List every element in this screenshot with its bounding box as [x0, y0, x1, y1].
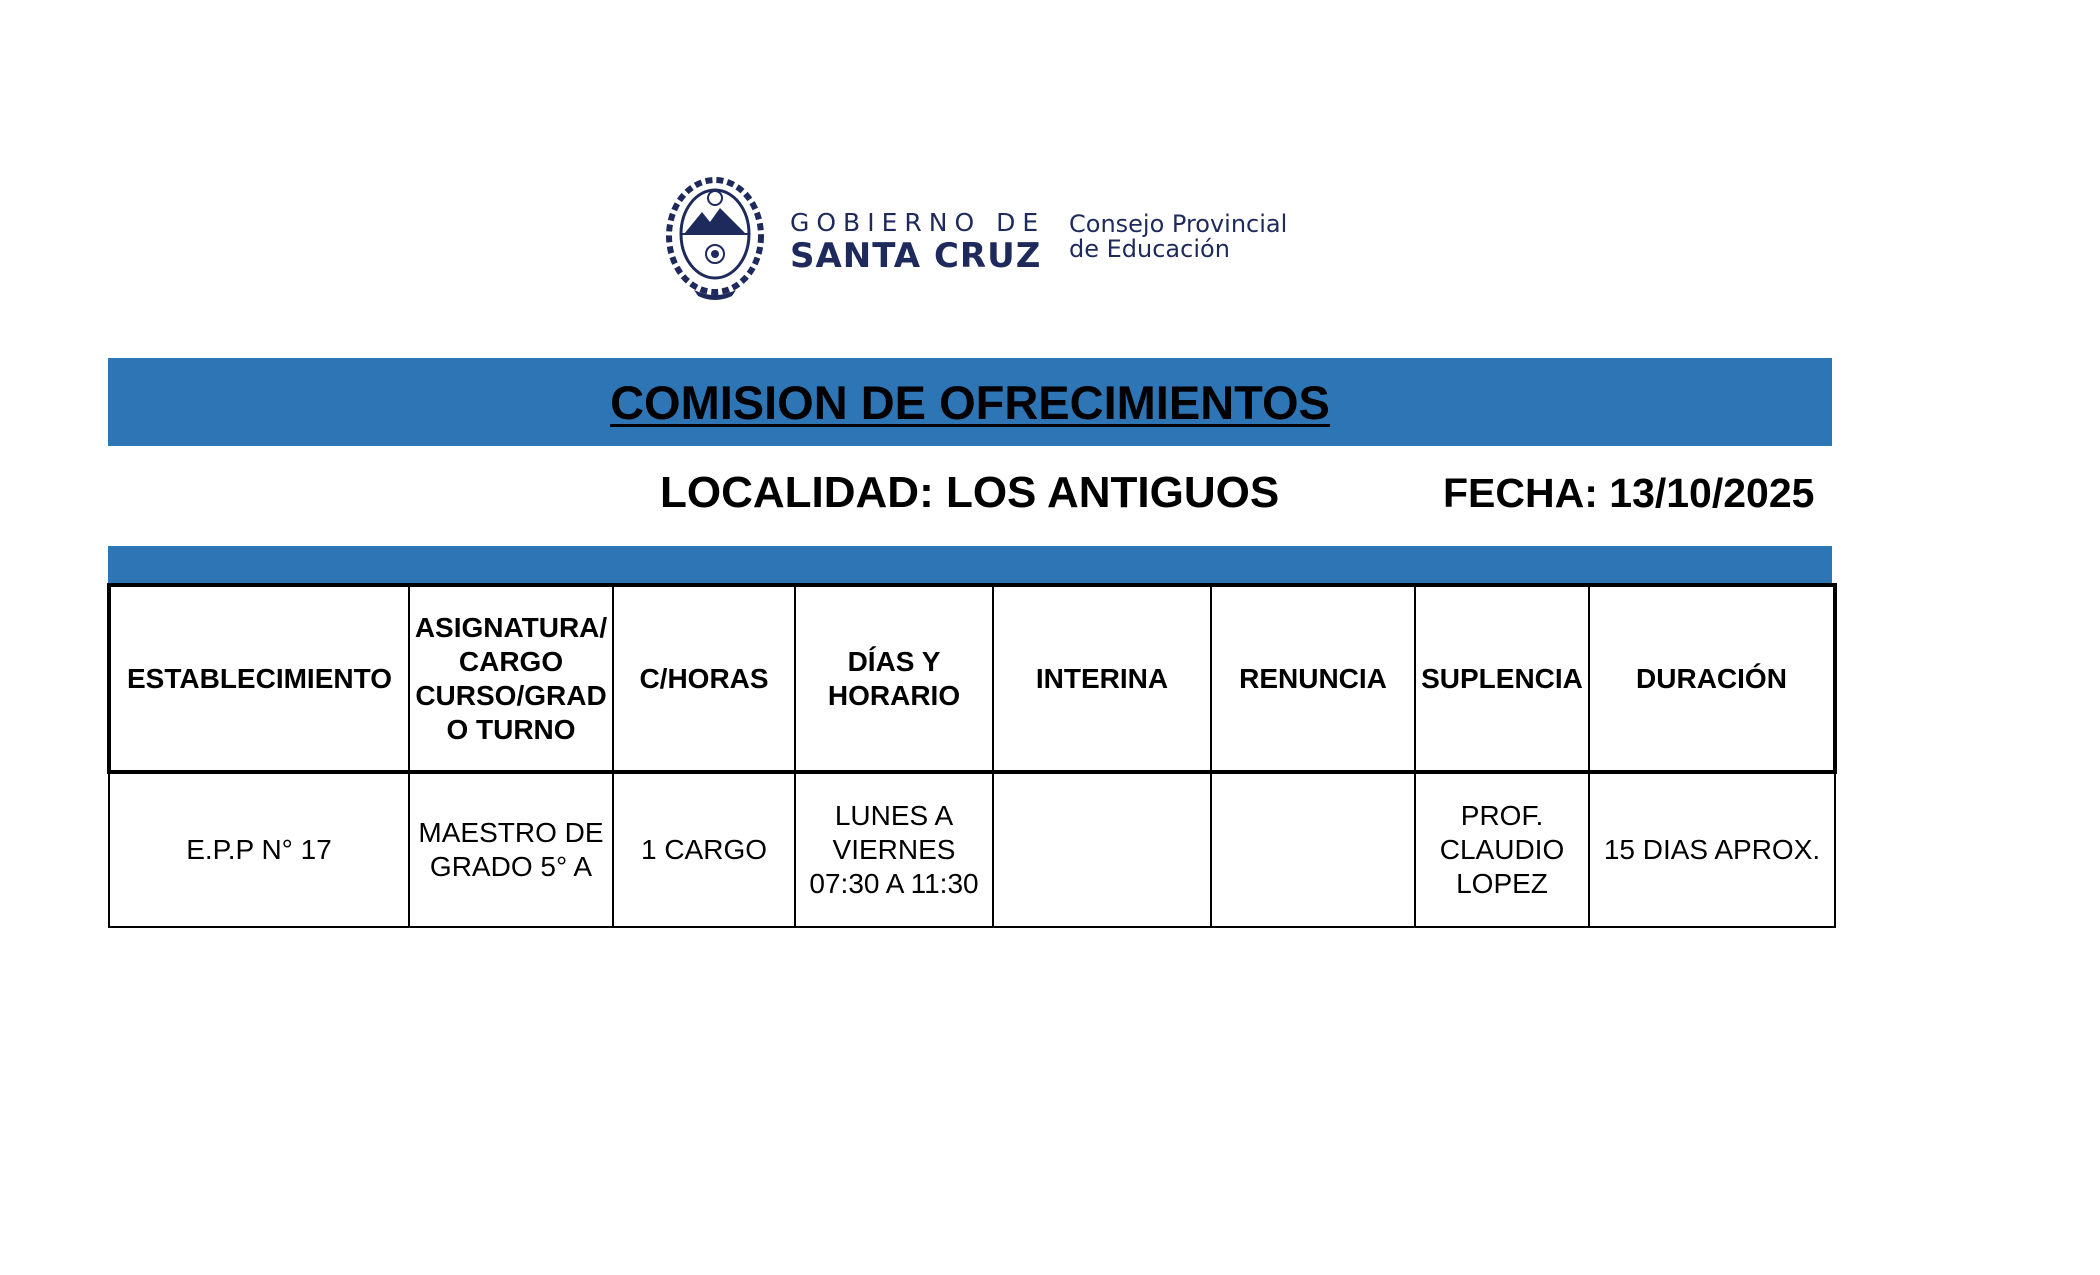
localidad-label: LOCALIDAD: LOS ANTIGUOS	[660, 468, 1280, 517]
column-header: SUPLENCIA	[1415, 585, 1589, 772]
table-cell: 15 DIAS APROX.	[1589, 772, 1835, 927]
logo-line-1: GOBIERNO DE	[790, 208, 1046, 237]
column-header: DÍAS Y HORARIO	[795, 585, 993, 772]
column-header: C/HORAS	[613, 585, 795, 772]
logo-line-2: SANTA CRUZ	[790, 236, 1042, 276]
council-line-1: Consejo Provincial	[1069, 210, 1288, 238]
table-cell: 1 CARGO	[613, 772, 795, 927]
header-logo	[664, 172, 1304, 304]
column-header: ASIGNATURA/ CARGO CURSO/GRAD O TURNO	[409, 585, 613, 772]
table-cell	[1211, 772, 1415, 927]
table-header-row	[109, 585, 1835, 772]
column-header: DURACIÓN	[1589, 585, 1835, 772]
column-header: INTERINA	[993, 585, 1211, 772]
council-name	[1069, 212, 1287, 262]
table-cell: MAESTRO DE GRADO 5° A	[409, 772, 613, 927]
fecha-label: FECHA: 13/10/2025	[1443, 470, 1815, 516]
table-cell: E.P.P N° 17	[109, 772, 409, 927]
page-title: COMISION DE OFRECIMIENTOS	[610, 375, 1330, 429]
title-banner	[108, 358, 1832, 446]
header-strip	[108, 546, 1832, 583]
offers-table	[107, 583, 1837, 928]
column-header: RENUNCIA	[1211, 585, 1415, 772]
table-cell: LUNES A VIERNES 07:30 A 11:30	[795, 772, 993, 927]
table-cell: PROF. CLAUDIO LOPEZ	[1415, 772, 1589, 927]
table-row	[109, 772, 1835, 927]
province-seal-icon	[664, 172, 766, 302]
column-header: ESTABLECIMIENTO	[109, 585, 409, 772]
table-cell	[993, 772, 1211, 927]
council-line-2: de Educación	[1069, 235, 1230, 263]
